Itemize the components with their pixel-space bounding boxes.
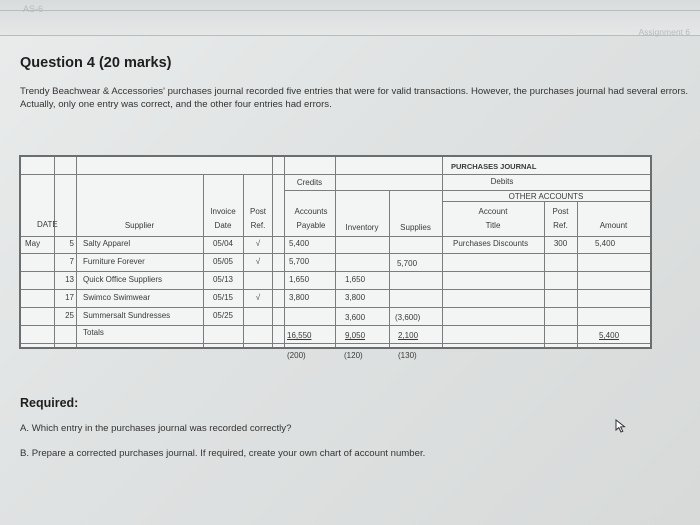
page-code: AS-6 <box>23 4 44 14</box>
supplies-account-ref: (130) <box>398 351 417 360</box>
ap-header-1: Accounts <box>294 207 328 216</box>
row-supplier: Furniture Forever <box>83 257 145 266</box>
total-ap: 16,550 <box>287 331 312 340</box>
row-day: 17 <box>65 293 74 302</box>
grid-line <box>284 190 650 191</box>
oa-post-ref-header-2: Ref. <box>553 221 568 230</box>
header-rule <box>0 10 700 11</box>
row-inventory: 3,800 <box>345 293 366 302</box>
debits-label: Debits <box>490 177 514 186</box>
row-inventory: 1,650 <box>345 275 366 284</box>
row-supplier: Summersalt Sundresses <box>83 311 171 320</box>
post-ref-header-2: Ref. <box>250 221 266 230</box>
row-amount: 5,400 <box>595 239 616 248</box>
row-oa-post-ref: 300 <box>553 239 568 248</box>
purchases-journal-table <box>19 155 652 349</box>
row-ap: 1,650 <box>289 275 310 284</box>
ap-header-2: Payable <box>296 221 326 230</box>
row-ap: 3,800 <box>289 293 310 302</box>
supplier-header: Supplier <box>124 221 155 230</box>
header-rule-bottom <box>0 35 700 36</box>
grid-line <box>272 157 273 347</box>
totals-label: Totals <box>83 328 104 337</box>
row-ap: 5,700 <box>289 257 310 266</box>
row-post-ref: √ <box>255 257 261 266</box>
row-inventory: 3,600 <box>345 313 366 322</box>
supplies-header: Supplies <box>400 223 431 232</box>
grid-line <box>335 157 336 347</box>
row-supplier: Swimco Swimwear <box>83 293 151 302</box>
row-ap: 5,400 <box>289 239 310 248</box>
ap-account-ref: (200) <box>287 351 306 360</box>
amount-header: Amount <box>599 221 628 230</box>
row-post-ref: √ <box>255 239 261 248</box>
row-supplier: Quick Office Suppliers <box>83 275 162 284</box>
total-amount: 5,400 <box>599 331 620 340</box>
page-top-band <box>0 0 700 36</box>
row-invoice-date: 05/25 <box>212 311 234 320</box>
row-account-title: Purchases Discounts <box>453 239 529 248</box>
row-day: 13 <box>65 275 74 284</box>
question-intro: Trendy Beachwear & Accessories' purchases journal recorded five entries that were for valid transactions. However, the purchases journal had several errors. Actually, only one entry was correct, and the other four entries had errors. <box>20 86 689 110</box>
row-day: 25 <box>65 311 74 320</box>
row-invoice-date: 05/13 <box>212 275 234 284</box>
oa-post-ref-header-1: Post <box>552 207 569 216</box>
row-supplies: 5,700 <box>397 259 418 268</box>
assignment-label: Assignment 6 <box>638 27 690 37</box>
journal-title: PURCHASES JOURNAL <box>451 162 537 171</box>
other-accounts-label: OTHER ACCOUNTS <box>508 192 584 201</box>
row-invoice-date: 05/15 <box>212 293 234 302</box>
post-ref-header-1: Post <box>249 207 266 216</box>
grid-line <box>389 190 390 347</box>
date-header: DATE <box>37 220 58 229</box>
total-supplies: 2,100 <box>398 331 419 340</box>
inventory-header: Inventory <box>345 223 379 232</box>
invoice-header-2: Date <box>214 221 232 230</box>
inventory-account-ref: (120) <box>344 351 363 360</box>
row-day: 5 <box>69 239 74 248</box>
row-invoice-date: 05/04 <box>212 239 234 248</box>
required-item-a: A. Which entry in the purchases journal was recorded correctly? <box>20 423 292 434</box>
month-label: May <box>25 239 41 248</box>
required-heading: Required: <box>20 396 79 410</box>
grid-line <box>76 157 77 347</box>
row-supplies: (3,600) <box>395 313 421 322</box>
question-title: Question 4 (20 marks) <box>20 55 172 71</box>
total-inventory: 9,050 <box>345 331 366 340</box>
mouse-pointer-icon <box>615 419 627 438</box>
row-day: 7 <box>69 257 74 266</box>
row-invoice-date: 05/05 <box>212 257 234 266</box>
account-title-header-2: Title <box>485 221 501 230</box>
required-item-b: B. Prepare a corrected purchases journal. If required, create your own chart of account number. <box>20 448 426 459</box>
credits-label: Credits <box>296 178 323 187</box>
invoice-header-1: Invoice <box>210 207 236 216</box>
row-post-ref: √ <box>255 293 261 302</box>
row-supplier: Salty Apparel <box>83 239 131 248</box>
account-title-header-1: Account <box>478 207 508 216</box>
